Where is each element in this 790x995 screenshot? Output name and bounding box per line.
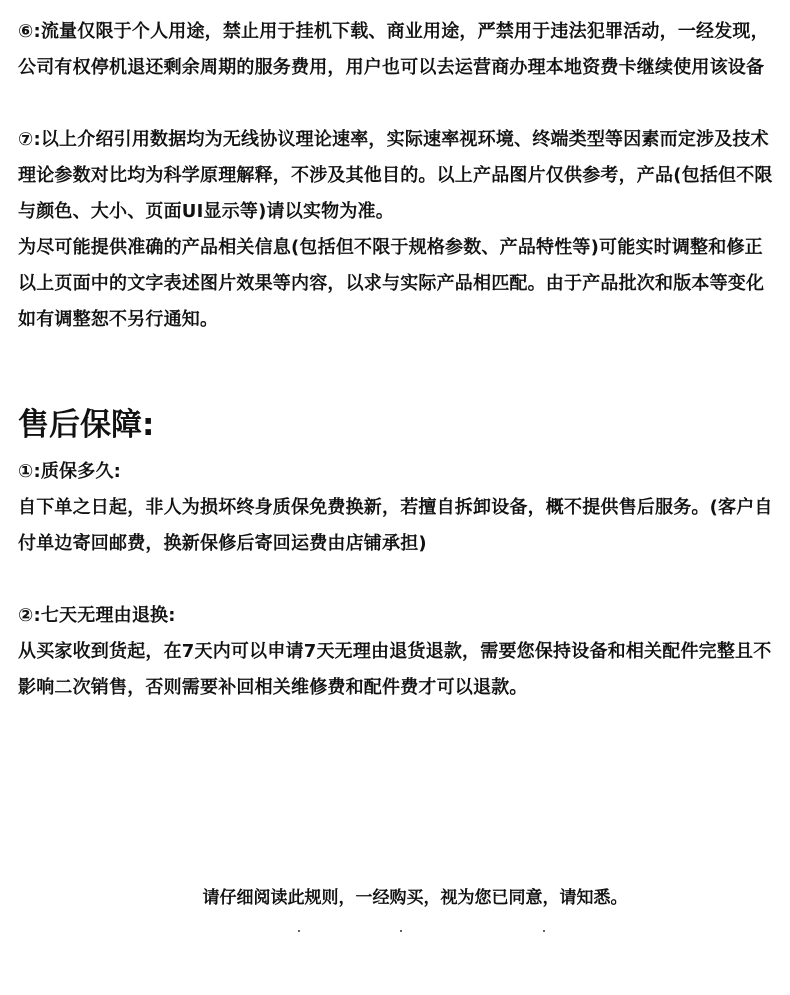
note-7: ⑦:以上介绍引用数据均为无线协议理论速率，实际速率视环境、终端类型等因素而定涉及技术理论参数对比均为科学原理解释，不涉及其他目的。以上产品图片仅供参考，产品(包括但不限与颜色、大小、页面UI显示等)请以实物为准。	[18, 129, 773, 222]
warranty-title: ①:质保多久:	[18, 461, 122, 482]
dot-1	[298, 930, 300, 932]
return-title: ②:七天无理由退换:	[18, 605, 176, 626]
decorative-dots	[0, 930, 790, 940]
return-body: 从买家收到货起，在7天内可以申请7天无理由退货退款，需要您保持设备和相关配件完整且不影响二次销售，否则需要补回相关维修费和配件费才可以退款。	[18, 641, 772, 698]
document-body	[18, 14, 778, 706]
warranty-body: 自下单之日起，非人为损坏终身质保免费换新，若擅自拆卸设备，概不提供售后服务。(客户自付单边寄回邮费，换新保修后寄回运费由店铺承担)	[18, 497, 773, 554]
dot-3	[543, 930, 545, 932]
dot-2	[400, 930, 402, 932]
note-6: ⑥:流量仅限于个人用途，禁止用于挂机下载、商业用途，严禁用于违法犯罪活动，一经发现，公司有权停机退还剩余周期的服务费用，用户也可以去运营商办理本地资费卡继续使用该设备	[18, 21, 769, 78]
note-7-extra: 为尽可能提供准确的产品相关信息(包括但不限于规格参数、产品特性等)可能实时调整和修正以上页面中的文字表述图片效果等内容，以求与实际产品相匹配。由于产品批次和版本等变化如有调整恕不另行通知。	[18, 237, 765, 330]
footer-notice: 请仔细阅读此规则，一经购买，视为您已同意，请知悉。	[202, 888, 628, 908]
aftersale-heading: 售后保障:	[18, 407, 155, 443]
